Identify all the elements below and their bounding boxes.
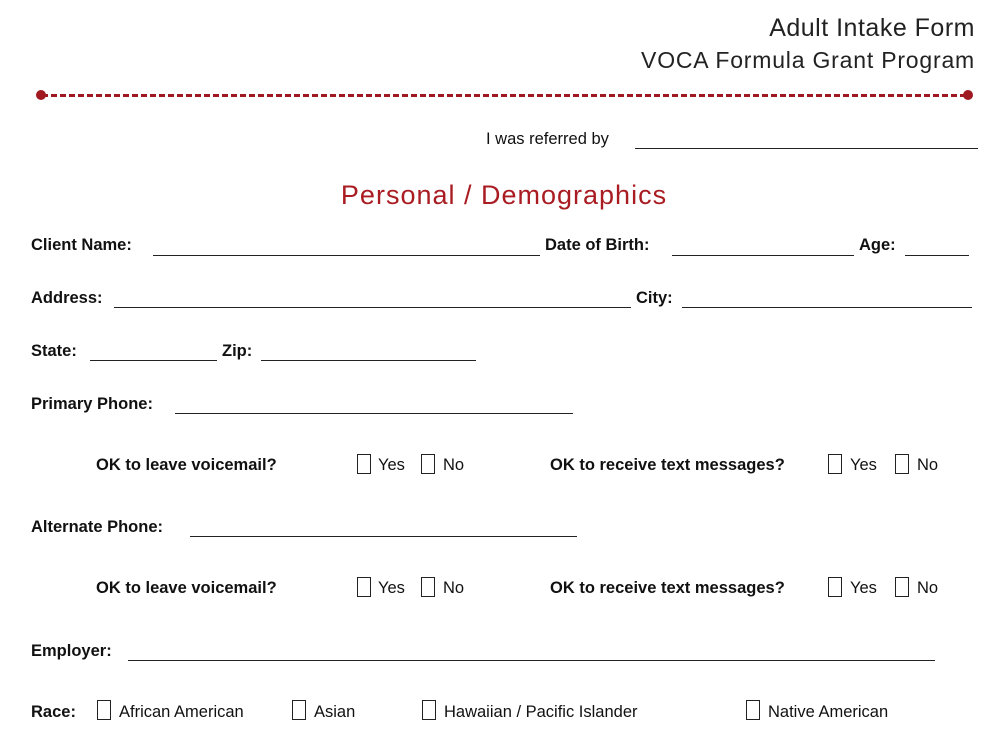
alt-voicemail-yes-label: Yes	[378, 579, 405, 597]
text-yes-checkbox[interactable]	[828, 454, 842, 474]
alt-text-question: OK to receive text messages?	[550, 579, 785, 597]
alt-text-yes-label: Yes	[850, 579, 877, 597]
alternate-phone-field[interactable]	[190, 536, 577, 537]
race-african-american-label: African American	[119, 703, 244, 721]
alternate-phone-label: Alternate Phone:	[31, 518, 164, 536]
age-field[interactable]	[905, 255, 969, 256]
voicemail-yes-label: Yes	[378, 456, 405, 474]
primary-phone-field[interactable]	[175, 413, 573, 414]
dob-label: Date of Birth:	[545, 236, 650, 254]
voicemail-no-checkbox[interactable]	[421, 454, 435, 474]
divider	[42, 94, 966, 97]
voicemail-question: OK to leave voicemail?	[96, 456, 277, 474]
city-label: City:	[636, 289, 673, 307]
alt-text-no-checkbox[interactable]	[895, 577, 909, 597]
client-name-field[interactable]	[153, 255, 540, 256]
text-yes-label: Yes	[850, 456, 877, 474]
form-subtitle: VOCA Formula Grant Program	[641, 47, 975, 73]
alt-voicemail-yes-checkbox[interactable]	[357, 577, 371, 597]
employer-field[interactable]	[128, 660, 935, 661]
divider-dot-right	[963, 90, 973, 100]
alt-voicemail-no-label: No	[443, 579, 465, 597]
address-field[interactable]	[114, 307, 631, 308]
race-asian-checkbox[interactable]	[292, 700, 306, 720]
primary-phone-label: Primary Phone:	[31, 395, 153, 413]
form-title: Adult Intake Form	[769, 14, 975, 42]
race-asian-label: Asian	[314, 703, 356, 721]
race-native-american-label: Native American	[768, 703, 889, 721]
state-label: State:	[31, 342, 77, 360]
race-african-american-checkbox[interactable]	[97, 700, 111, 720]
dob-field[interactable]	[672, 255, 854, 256]
text-no-checkbox[interactable]	[895, 454, 909, 474]
voicemail-yes-checkbox[interactable]	[357, 454, 371, 474]
zip-label: Zip:	[222, 342, 253, 360]
race-label: Race:	[31, 703, 76, 721]
city-field[interactable]	[682, 307, 972, 308]
address-label: Address:	[31, 289, 103, 307]
voicemail-no-label: No	[443, 456, 465, 474]
text-question: OK to receive text messages?	[550, 456, 785, 474]
race-hawaiian-label: Hawaiian / Pacific Islander	[444, 703, 638, 721]
employer-label: Employer:	[31, 642, 112, 660]
alt-voicemail-question: OK to leave voicemail?	[96, 579, 277, 597]
divider-dot-left	[36, 90, 46, 100]
referred-by-field[interactable]	[635, 148, 978, 149]
alt-text-no-label: No	[917, 579, 939, 597]
alt-text-yes-checkbox[interactable]	[828, 577, 842, 597]
age-label: Age:	[859, 236, 896, 254]
race-native-american-checkbox[interactable]	[746, 700, 760, 720]
state-field[interactable]	[90, 360, 217, 361]
alt-voicemail-no-checkbox[interactable]	[421, 577, 435, 597]
client-name-label: Client Name:	[31, 236, 132, 254]
text-no-label: No	[917, 456, 939, 474]
referred-by-label: I was referred by	[486, 130, 609, 148]
race-hawaiian-checkbox[interactable]	[422, 700, 436, 720]
section-title: Personal / Demographics	[340, 180, 668, 210]
zip-field[interactable]	[261, 360, 476, 361]
